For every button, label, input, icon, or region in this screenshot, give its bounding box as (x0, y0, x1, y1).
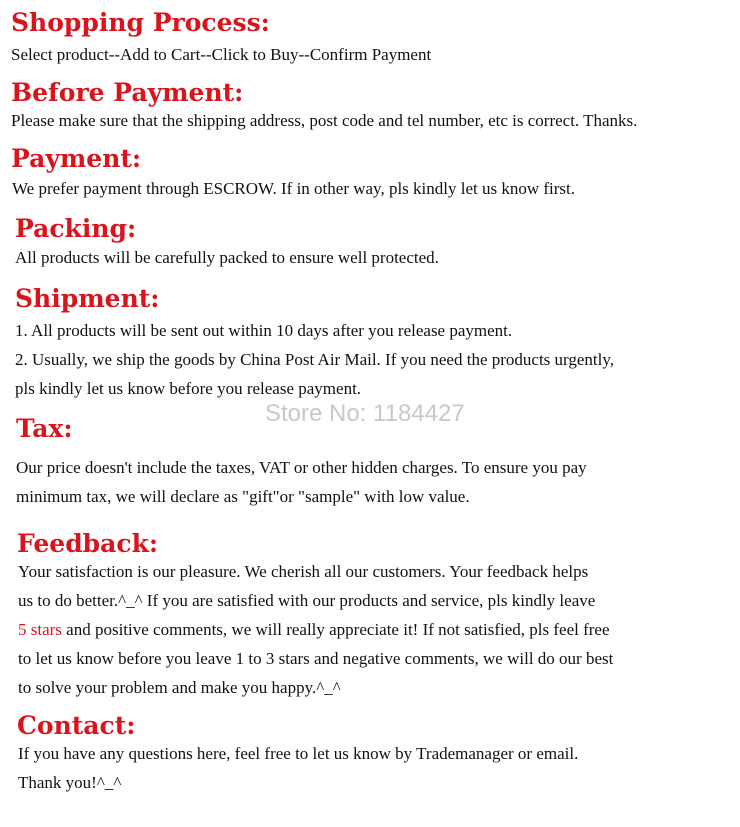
heading-before-payment: Before Payment: (11, 78, 244, 107)
tax-line: Our price doesn't include the taxes, VAT or other hidden charges. To ensure you pay (16, 458, 587, 477)
contact-line: Thank you!^_^ (18, 773, 122, 792)
heading-tax: Tax: (16, 414, 73, 443)
feedback-line: Your satisfaction is our pleasure. We cherish all our customers. Your feedback helps (18, 562, 589, 581)
heading-payment: Payment: (11, 144, 142, 173)
feedback-line-text: and positive comments, we will really appreciate it! If not satisfied, pls feel free (66, 620, 610, 639)
packing-text: All products will be carefully packed to ensure well protected. (15, 248, 439, 267)
feedback-line: to solve your problem and make you happy.^_^ (18, 678, 341, 697)
heading-feedback: Feedback: (17, 529, 159, 558)
heading-contact: Contact: (17, 711, 136, 740)
heading-shopping-process: Shopping Process: (11, 8, 270, 37)
feedback-line: to let us know before you leave 1 to 3 stars and negative comments, we will do our best (18, 649, 614, 668)
shipment-line: 2. Usually, we ship the goods by China Post Air Mail. If you need the products urgently, (15, 350, 615, 369)
tax-line: minimum tax, we will declare as "gift"or "sample" with low value. (16, 487, 470, 506)
contact-line: If you have any questions here, feel free to let us know by Trademanager or email. (18, 744, 579, 763)
five-stars-highlight: 5 stars (18, 620, 62, 639)
store-number-watermark: Store No: 1184427 (265, 400, 465, 427)
feedback-line (18, 620, 610, 640)
shopping-process-text: Select product--Add to Cart--Click to Buy--Confirm Payment (11, 45, 432, 64)
feedback-line: us to do better.^_^ If you are satisfied with our products and service, pls kindly leave (18, 591, 596, 610)
payment-text: We prefer payment through ESCROW. If in other way, pls kindly let us know first. (12, 179, 576, 198)
heading-packing: Packing: (15, 214, 137, 243)
shipment-line: pls kindly let us know before you release payment. (15, 379, 362, 398)
shipment-line: 1. All products will be sent out within 10 days after you release payment. (15, 321, 513, 340)
heading-shipment: Shipment: (15, 284, 160, 313)
before-payment-text: Please make sure that the shipping address, post code and tel number, etc is correct. Thanks. (11, 111, 638, 130)
